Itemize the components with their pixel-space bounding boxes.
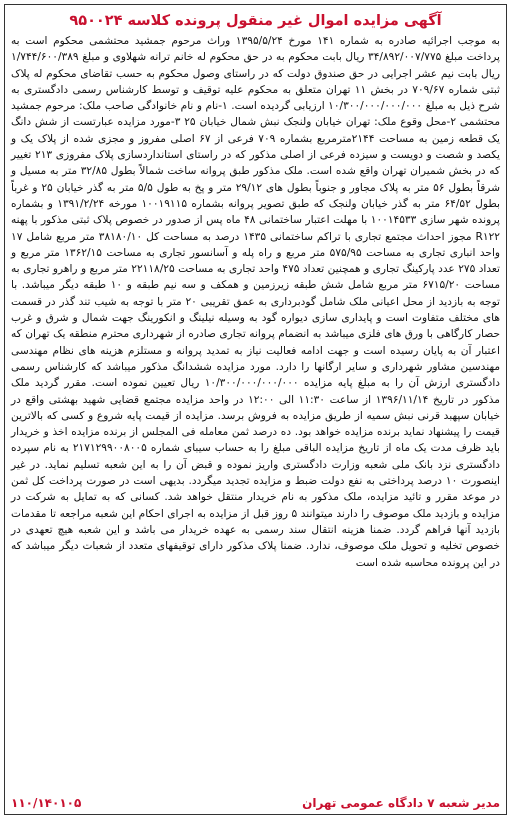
notice-title: آگهی مزایده اموال غیر منقول پرونده کلاسه ۹۵۰۰۲۴ [69,13,442,29]
notice-footer [11,796,500,810]
notice-code: ۱۱۰/۱۴۰۱۰۵ [11,796,82,810]
auction-notice [4,4,507,815]
signature: مدیر شعبه ۷ دادگاه عمومی تهران [302,796,500,810]
notice-body: به موجب اجرائیه صادره به شماره ۱۴۱ مورخ ۱۳۹۵/۵/۲۴ وراث مرحوم جمشید محتشمی محکوم است به پرداخت مبلغ ۳۴/۸۹۲/۰۰۷/۷۷۵ ریال بابت محکوم به در حق محکوم له خانم ترانه شهلاوی و مبلغ ۱/۷۴۴/۶۰۰/۳۸۹ ریال بابت نیم عشر اجرایی در حق صندوق دولت که در راستای وصول محکوم به حسب تقاضای محکوم له پلاک ثبتی شماره ۷۰۹/۶۷ در بخش ۱۱ تهران متعلق به محکوم علیه توقیف و توسط کارشناس رسمی دادگستری به شرح ذیل به مبلغ ۱۰/۳۰۰/۰۰۰/۰۰۰/۰۰۰ ارزیابی گردیده است. ۱-نام و نام خانوادگی صاحب ملک: مرحوم جمشید محتشمی ۲-محل وقوع ملک: تهران خیابان ولنجک نبش شمال خیابان ۲۵ ۳-مورد مزایده عبارتست از شش دانگ یک قطعه زمین به مساحت ۲۱۴۴مترمربع بشماره ۷۰۹ فرعی از ۶۷ اصلی مفروز و مجزی شده از پلاک یک و یکصد و شصت و دویست و سیزده فرعی از اصلی مذکور که در راستای استانداردسازی پلاک مفروزی ۲۱۳ تغییر که در بخش شمیران تهران واقع شده است. ملک مذکور طبق پروانه ساخت شمالاً بطول ۳۲/۸۵ متر به مسیل و شرقاً بطول ۵۶ متر به پلاک مجاور و جنوباً بطول های ۲۹/۱۲ متر و پخ به طول ۵/۵ متر به گذر خیابان ۲۵ و غرباً بطول ۶۴/۵۲ متر به گذر خیابان ولنجک که طبق تصویر پروانه بشماره ۱۰۰۱۹۱۱۵ مورخه ۱۳۹۱/۲/۲۴ و بشماره پرونده شهر سازی ۱۰۰۱۴۵۳۳ با مهلت اعتبار ساختمانی ۴۸ ماه پس از صدور در خصوص پلاک ثبتی مذکور با پهنه R۱۲۲ مجوز احداث مجتمع تجاری با تراکم ساختمانی ۱۴۳۵ درصد به مساحت کل ۳۸۱۸۰/۱۰ متر مربع شامل ۱۷ واحد انباری تجاری به مساحت ۵۷۵/۹۵ متر مربع و راه پله و آسانسور تجاری به مساحت ۱۳۶۲/۱۵ متر مربع و تعداد ۲۷۵ عدد پارکینگ تجاری و همچنین تعداد ۴۷۵ واحد تجاری به مساحت ۲۲۱۱۸/۲۵ متر مربع و راهرو تجاری به مساحت ۶۷۱۵/۲۰ متر مربع شامل شش طبقه زیرزمین و همکف و سه نیم طبقه و ۱۰ طبقه دیگر میباشد. با توجه به بازدید از محل اعیانی ملک شامل گودبرداری به عمق تقریبی ۲۰ متر با توجه به شیب تند گذر در قسمت های مختلف متفاوت است و پایداری سازی دیواره گود به وسیله نیلینگ و انکورینگ جهت شمال و شرق و غرب حصار کارگاهی با ورق های فلزی میباشد به انضمام پروانه تجاری صادره از شهرداری محترم منطقه یک تهران که اعتبار آن به پایان رسیده است و جهت ادامه فعالیت نیاز به تمدید پروانه و مستلزم هزینه های نظام مهندسی مهندسین مشاور شهرداری و سایر ارگانها را دارد. مورد مزایده ششدانگ مذکور میباشد که کارشناس رسمی دادگستری ارزش آن را به مبلغ پایه مزایده ۱۰/۳۰۰/۰۰۰/۰۰۰/۰۰۰ ریال تعیین نموده است. مقرر گردید ملک مذکور در تاریخ ۱۳۹۶/۱۱/۱۴ از ساعت ۱۱:۳۰ الی ۱۲:۰۰ در واحد مزایده مجتمع قضایی شهید بهشتی واقع در خیابان سپهبد قرنی نبش سمیه از طریق مزایده به فروش برسد. مزایده از قیمت پایه شروع و کسی که بالاترین قیمت را پیشنهاد نماید برنده مزایده خواهد بود. ده درصد ثمن معامله فی المجلس از برنده مزایده اخذ و خریدار باید ظرف مدت یک ماه از تاریخ مزایده الباقی مبلغ را به حساب سیبای شماره ۲۱۷۱۲۹۹۰۰۸۰۰۵ به نام سپرده دادگستری نزد بانک ملی شعبه وزارت دادگستری واریز نموده و قبض آن را به این شعبه تسلیم نماید. در غیر اینصورت ۱۰ درصد پرداختی به نفع دولت ضبط و مزایده تجدید میگردد. بدیهی است در صورت پرداخت کل ثمن در موعد مقرر و تائید مزایده، ملک مذکور به نام خریدار منتقل خواهد شد. کسانی که به تمایل به شرکت در مزایده و بازدید ملک موصوف را دارند میتوانند ۵ روز قبل از مزایده به اجرای احکام این شعبه مراجعه تا مقدمات بازدید آنها فراهم گردد. ضمنا هزینه انتقال سند رسمی به عهده خریدار می باشد و این شعبه هیچ تعهدی در خصوص تخلیه و تحویل ملک موصوف، ندارد. ضمنا پلاک مذکور دارای توقیفهای متعدد از شعبات دیگر میباشد که در این پرونده محاسبه شده است [11,35,501,569]
